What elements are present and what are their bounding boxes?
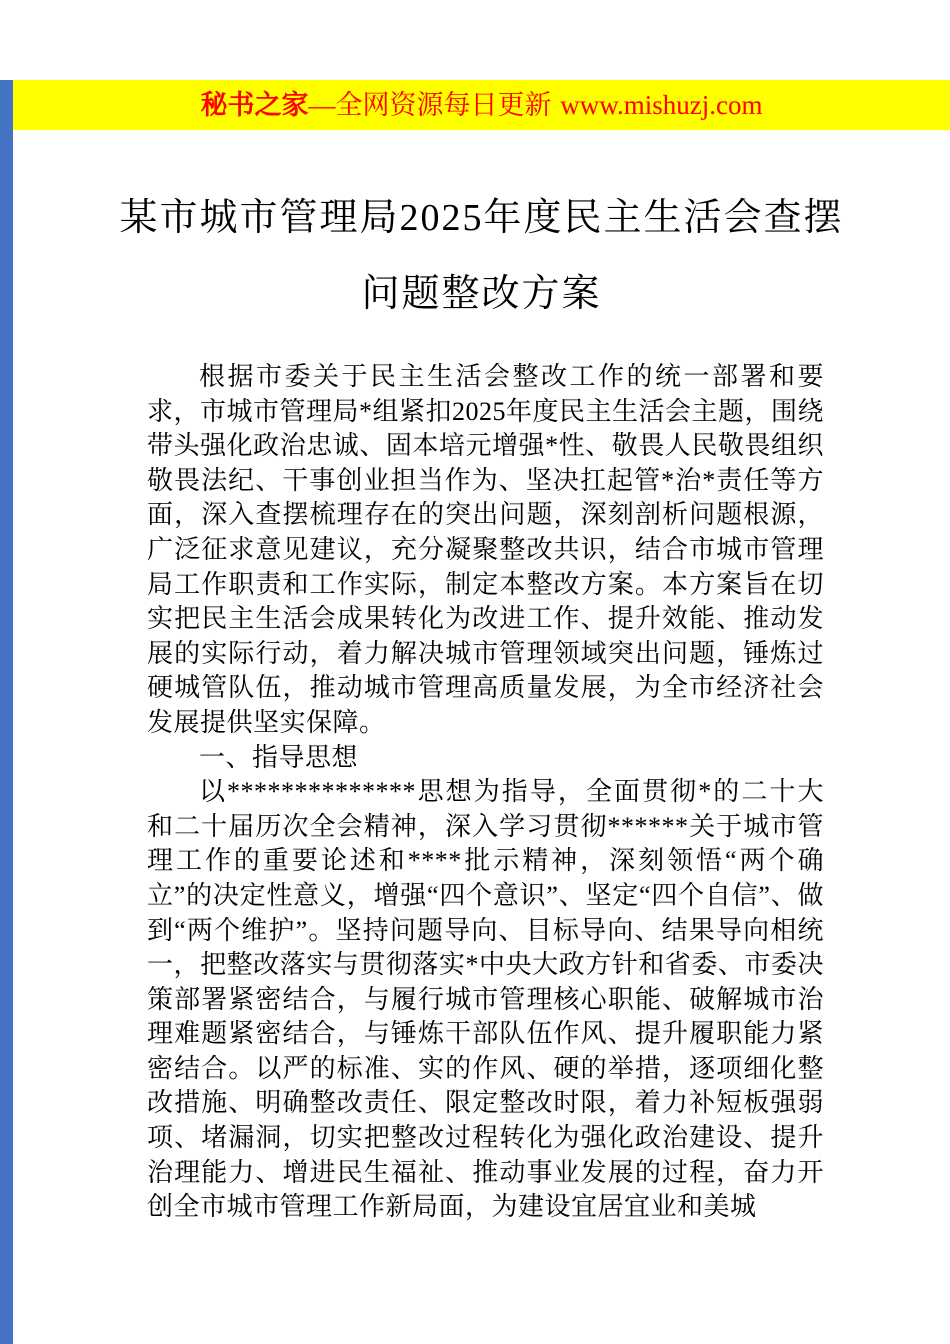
banner-tagline: —全网资源每日更新 (308, 90, 552, 120)
page-left-edge-strip (0, 80, 13, 1344)
document-title-line2: 问题整改方案 (361, 273, 602, 315)
banner-url[interactable]: www.mishuzj.com (560, 90, 763, 120)
site-brand: 秘书之家 (200, 90, 309, 120)
document-body (13, 360, 950, 1225)
document-content (13, 130, 950, 1344)
header-banner (13, 80, 950, 130)
intro-paragraph: 根据市委关于民主生活会整改工作的统一部署和要求，市城市管理局*组紧扣2025年度民主生活会主题，围绕带头强化政治忠诚、固本培元增强*性、敬畏人民敬畏组织敬畏法纪、干事创业担当作为、坚决扛起管*治*责任等方面，深入查摆梳理存在的突出问题，深刻剖析问题根源，广泛征求意见建议，充分凝聚整改共识，结合市城市管理局工作职责和工作实际，制定本整改方案。本方案旨在切实把民主生活会成果转化为改进工作、提升效能、推动发展的实际行动，着力解决城市管理领域突出问题，锤炼过硬城管队伍，推动城市管理高质量发展，为全市经济社会发展提供坚实保障。 (147, 362, 825, 737)
guiding-thought-paragraph: 以**************思想为指导，全面贯彻*的二十大和二十届历次全会精神，深入学习贯彻******关于城市管理工作的重要论述和****批示精神，深刻领悟“两个确立”的决定性意义，增强“四个意识”、坚定“四个自信”、做到“两个维护”。坚持问题导向、目标导向、结果导向相统一，把整改落实与贯彻落实*中央大政方针和省委、市委决策部署紧密结合，与履行城市管理核心职能、破解城市治理难题紧密结合，与锤炼干部队伍作风、提升履职能力紧密结合。以严的标准、实的作风、硬的举措，逐项细化整改措施、明确整改责任、限定整改时限，着力补短板强弱项、堵漏洞，切实把整改过程转化为强化政治建设、提升治理能力、增进民生福祉、推动事业发展的过程，奋力开创全市城市管理工作新局面，为建设宜居宜业和美城 (147, 777, 824, 1222)
document-title (13, 180, 950, 332)
document-title-line1: 某市城市管理局2025年度民主生活会查摆 (119, 197, 844, 239)
section-heading-guiding-thought: 一、指导思想 (199, 742, 359, 772)
